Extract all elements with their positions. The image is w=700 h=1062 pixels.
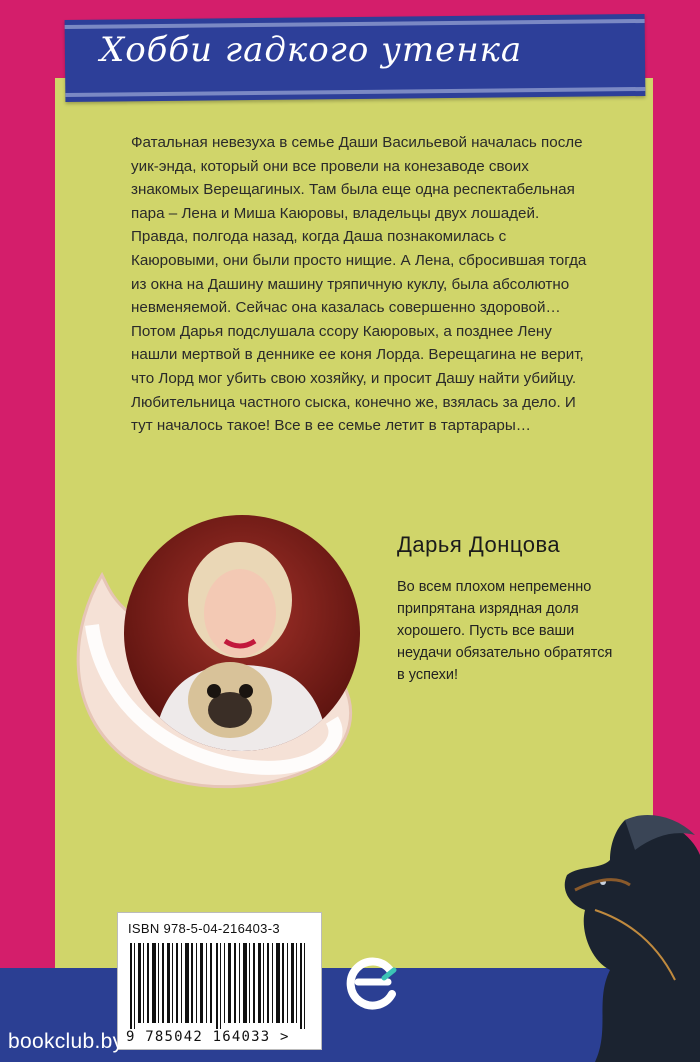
- pug-eye-right: [239, 684, 253, 698]
- barcode-label: [117, 912, 322, 1050]
- site-watermark: bookclub.by: [8, 1030, 124, 1053]
- annotation-text: Фатальная невезуха в семье Даши Васильевой началась после уик-энда, который они все провели на конезаводе своих знакомых Верещагиных. Там была еще одна респектабельная пара – Лена и Миша Каюровы, владельцы двух лошадей. Правда, полгода назад, когда Даша познакомилась с Каюровыми, они были просто нищие. А Лена, сбросившая тогда из окна на Дашину машину тряпичную куклу, была абсолютно невменяемой. Сейчас она казалась совершенно здоровой… Потом Дарья подслушала ссору Каюровых, а позднее Лену нашли мертвой в деннике ее коня Лорда. Верещагина не верит, что Лорд мог убить свою хозяйку, и просит Дашу найти убийцу. Любительница частного сыска, конечно же, взялась за дело. И тут началось такое! Все в ее семье летит в тартарары…: [131, 134, 587, 435]
- banner-stripe-bottom: [65, 87, 645, 97]
- author-name: Дарья Донцова: [397, 532, 561, 557]
- barcode-bars: [130, 943, 310, 1029]
- banner-stripe-top: [65, 19, 645, 29]
- book-annotation: [131, 131, 596, 438]
- horse-illustration: [555, 810, 700, 1062]
- author-photo: [62, 505, 382, 795]
- isbn-number: ISBN 978-5-04-216403-3: [128, 921, 280, 936]
- eksmo-logo-icon: [338, 948, 408, 1018]
- series-title: Хобби гадкого утенка: [100, 30, 523, 70]
- author-quote: Во всем плохом непременно припрятана изрядная доля хорошего. Пусть все ваши неудачи обязательно обратятся в успехи!: [397, 579, 613, 683]
- barcode-digits: 9 785042 164033 >: [126, 1029, 290, 1045]
- pug-eye-left: [207, 684, 221, 698]
